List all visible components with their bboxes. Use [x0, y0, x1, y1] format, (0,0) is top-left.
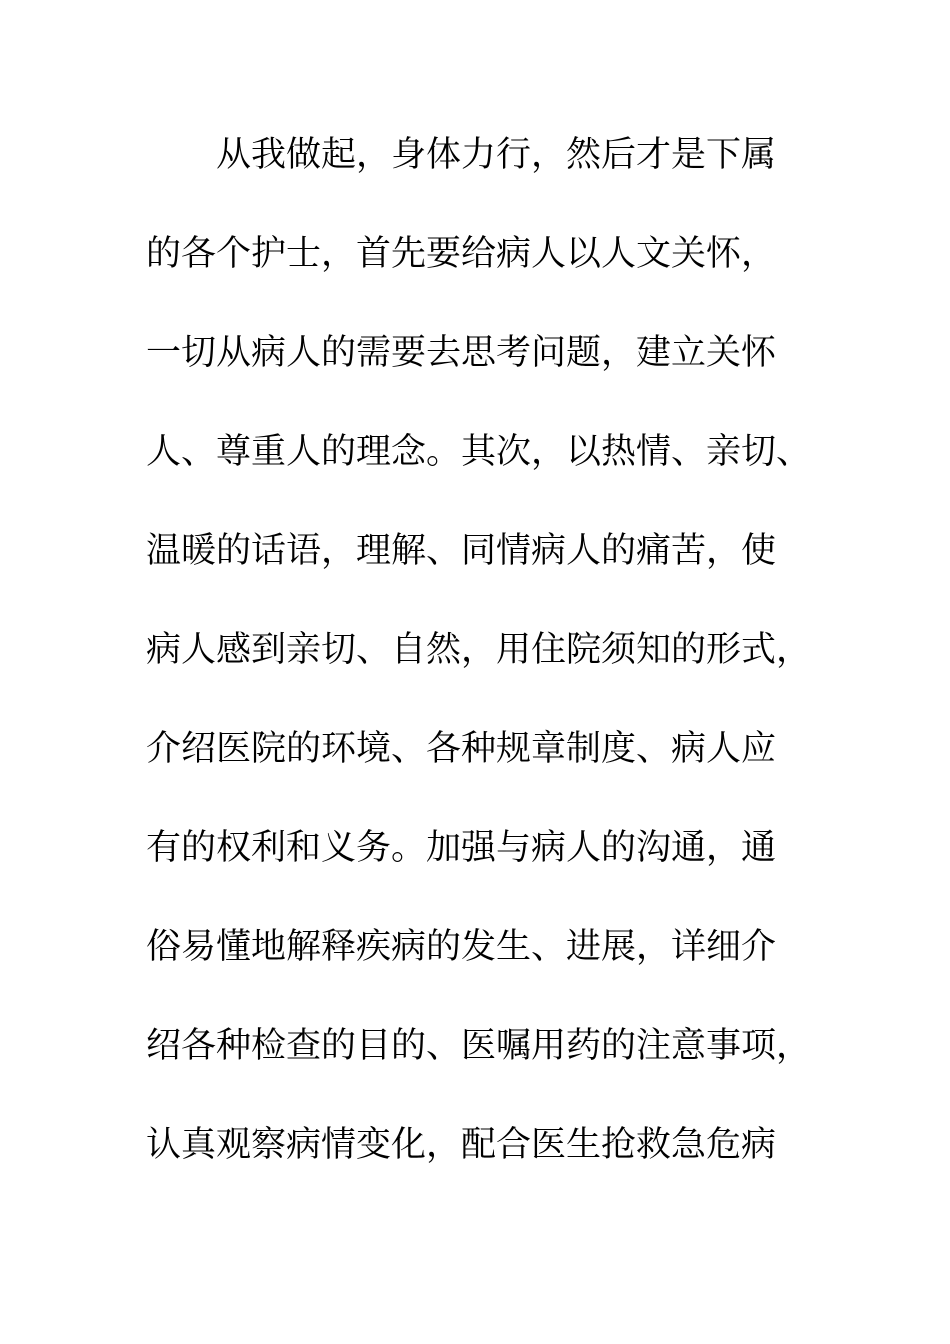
text-line: 从我做起，身体力行，然后才是下属: [146, 135, 777, 175]
text-line: 认真观察病情变化，配合医生抢救急危病: [146, 1125, 777, 1165]
text-line: 绍各种检查的目的、医嘱用药的注意事项，: [146, 1026, 812, 1066]
text-line: 一切从病人的需要去思考问题，建立关怀: [146, 333, 777, 373]
body-text: [146, 126, 826, 1215]
text-line: 温暖的话语，理解、同情病人的痛苦，使: [146, 531, 777, 571]
text-line: 介绍医院的环境、各种规章制度、病人应: [146, 729, 777, 769]
text-line: 病人感到亲切、自然，用住院须知的形式，: [146, 630, 812, 670]
text-line: 的各个护士，首先要给病人以人文关怀，: [146, 234, 777, 274]
text-line: 有的权利和义务。加强与病人的沟通，通: [146, 828, 777, 868]
text-line: 人、尊重人的理念。其次，以热情、亲切、: [146, 432, 812, 472]
text-line: 俗易懂地解释疾病的发生、进展，详细介: [146, 927, 777, 967]
